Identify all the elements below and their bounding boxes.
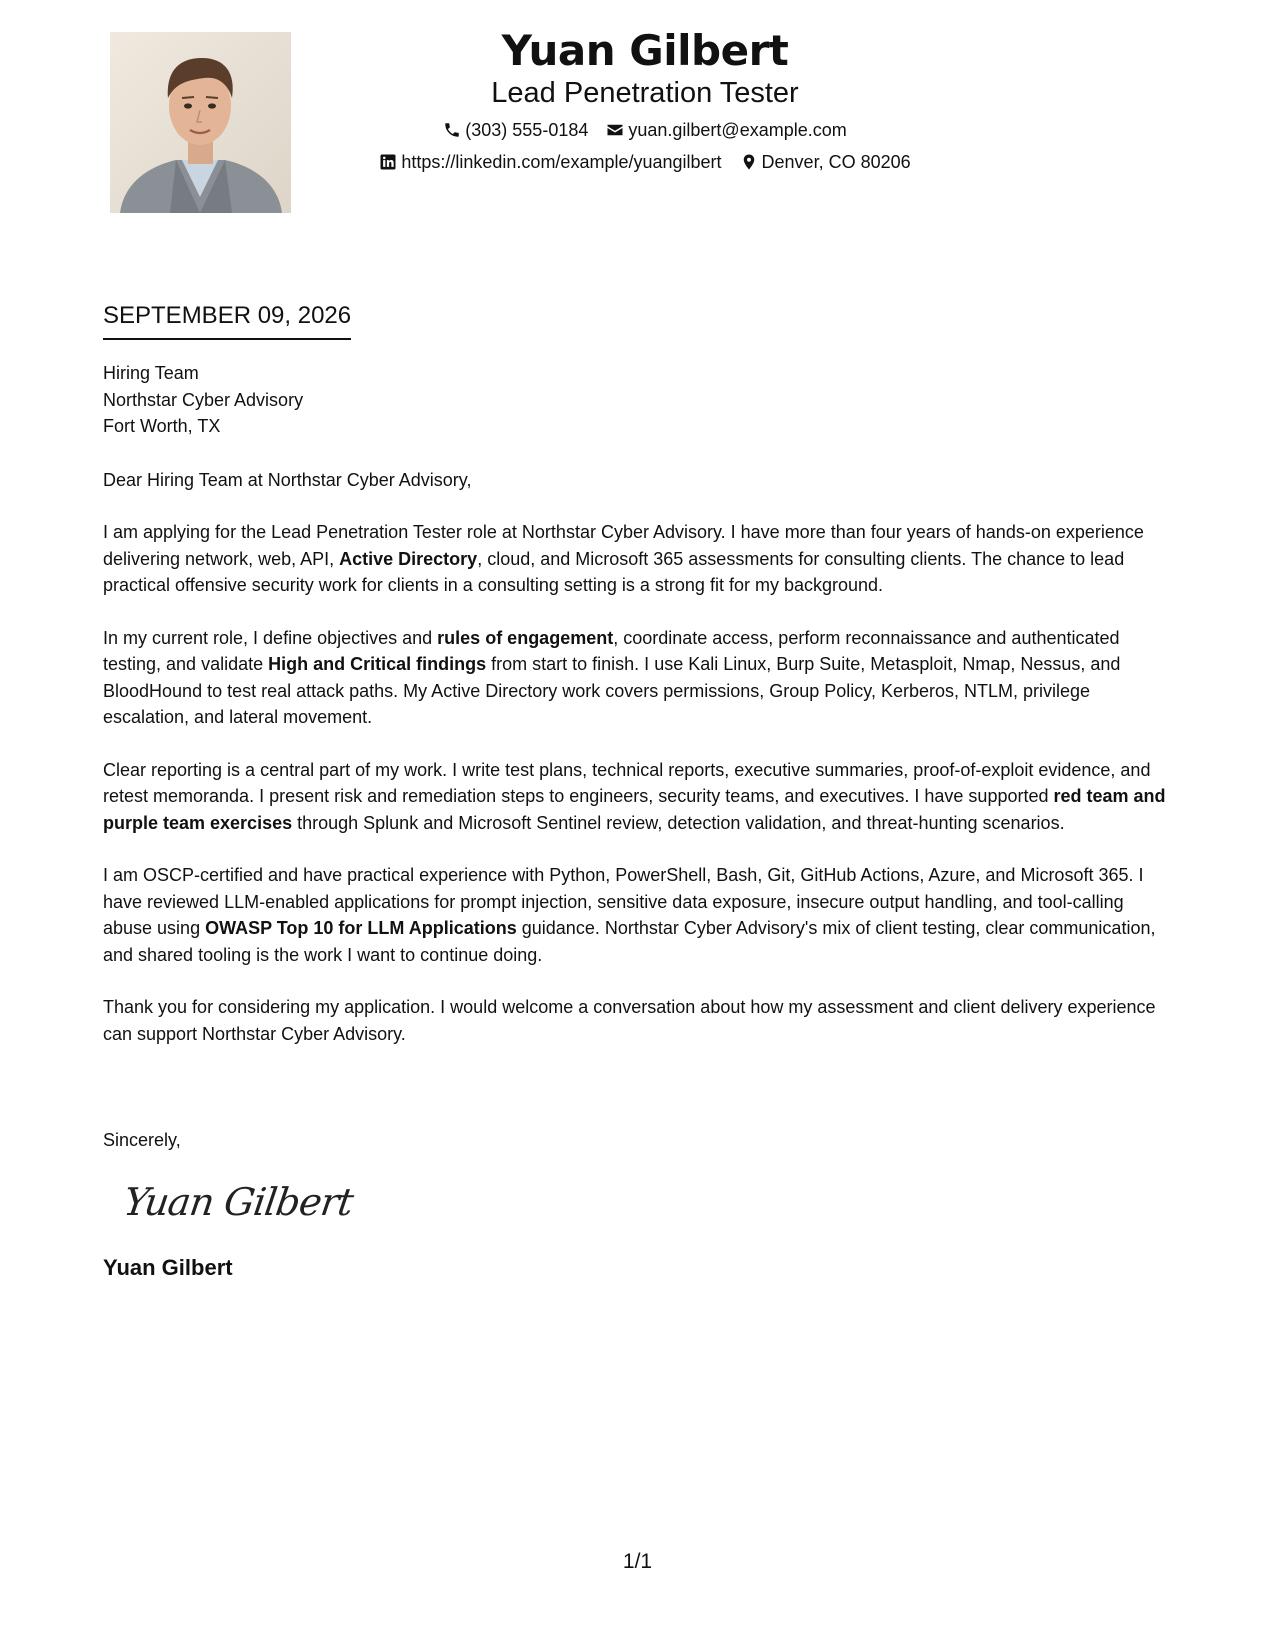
- text-run: Thank you for considering my application. I would welcome a conversation about how my assessment and client delivery experience can support Northstar Cyber Advisory.: [103, 997, 1156, 1044]
- text-run: , cloud, and Microsoft 365 assessments for consulting clients. The chance to lead practical offensive security work for clients in a consulting setting is a strong fit for my background.: [103, 548, 1125, 595]
- paragraph-1: [103, 519, 1173, 599]
- text-run: Clear reporting is a central part of my work. I write test plans, technical reports, executive summaries, proof-of-exploit evidence, and retest memoranda. I present risk and remediation steps to engineers, security teams, and executives. I have supported: [103, 759, 1151, 806]
- contact-row-primary: [330, 118, 960, 142]
- phone-text: (303) 555-0184: [465, 120, 589, 140]
- recipient-line: Hiring Team: [103, 363, 199, 383]
- recipient-address: [103, 360, 1173, 440]
- paragraph-2: [103, 625, 1173, 731]
- recipient-line: Fort Worth, TX: [103, 416, 221, 436]
- linkedin-text[interactable]: https://linkedin.com/example/yuangilbert: [401, 152, 722, 172]
- email-text[interactable]: yuan.gilbert@example.com: [628, 120, 847, 140]
- letter-date: SEPTEMBER 09, 2026: [103, 300, 351, 340]
- salutation: Dear Hiring Team at Northstar Cyber Advisory,: [103, 469, 472, 490]
- page-number: 1/1: [622, 1550, 653, 1573]
- bold-text: OWASP Top 10 for LLM Applications: [205, 918, 517, 938]
- envelope-icon: [606, 121, 624, 139]
- bold-text: red team and purple team exercises: [103, 786, 1166, 833]
- candidate-name: Yuan Gilbert: [501, 26, 789, 75]
- text-run: In my current role, I define objectives and: [103, 627, 438, 648]
- letter-body: [103, 360, 1173, 1047]
- candidate-title: Lead Penetration Tester: [491, 77, 799, 109]
- paragraph-4: [103, 862, 1173, 968]
- text-run: guidance. Northstar Cyber Advisory's mix of client testing, clear communication, and shared tooling is the work I want to continue doing.: [103, 918, 1156, 965]
- profile-photo: [110, 32, 291, 213]
- paragraph-5: [103, 994, 1173, 1047]
- text-run: from start to finish. I use Kali Linux, Burp Suite, Metasploit, Nmap, Nessus, and BloodHound to test real attack paths. My Active Directory work covers permissions, Group Policy, Kerberos, NTLM, privilege escalation, and lateral movement.: [103, 654, 1121, 727]
- bold-text: rules of engagement: [437, 627, 614, 648]
- recipient-line: Northstar Cyber Advisory: [103, 389, 304, 410]
- contact-row-secondary: [330, 150, 960, 174]
- location-text: Denver, CO 80206: [761, 152, 911, 172]
- text-run: I am OSCP-certified and have practical experience with Python, PowerShell, Bash, Git, GitHub Actions, Azure, and Microsoft 365. I have reviewed LLM-enabled applications for prompt injection, sensitive data exposure, insecure output handling, and tool-calling abuse using: [103, 865, 1144, 938]
- phone-icon: [443, 121, 461, 139]
- contact-phone: [443, 118, 588, 142]
- linkedin-icon: [379, 153, 397, 171]
- signature: Yuan Gilbert: [120, 1180, 356, 1224]
- bold-text: High and Critical findings: [268, 654, 487, 674]
- contact-linkedin[interactable]: [379, 150, 721, 174]
- contact-email[interactable]: [606, 118, 846, 142]
- bold-text: Active Directory: [339, 548, 478, 569]
- map-pin-icon: [740, 153, 758, 171]
- closing: Sincerely,: [103, 1130, 181, 1150]
- text-run: I am applying for the Lead Penetration Tester role at Northstar Cyber Advisory. I have more than four years of hands-on experience delivering network, web, API,: [103, 522, 1144, 569]
- header: [330, 26, 960, 174]
- text-run: , coordinate access, perform reconnaissance and authenticated testing, and validate: [103, 627, 1120, 674]
- contact-location: [740, 150, 911, 174]
- signer-name: Yuan Gilbert: [103, 1255, 233, 1280]
- text-run: through Splunk and Microsoft Sentinel review, detection validation, and threat-hunting scenarios.: [292, 812, 1065, 833]
- paragraph-3: [103, 757, 1173, 837]
